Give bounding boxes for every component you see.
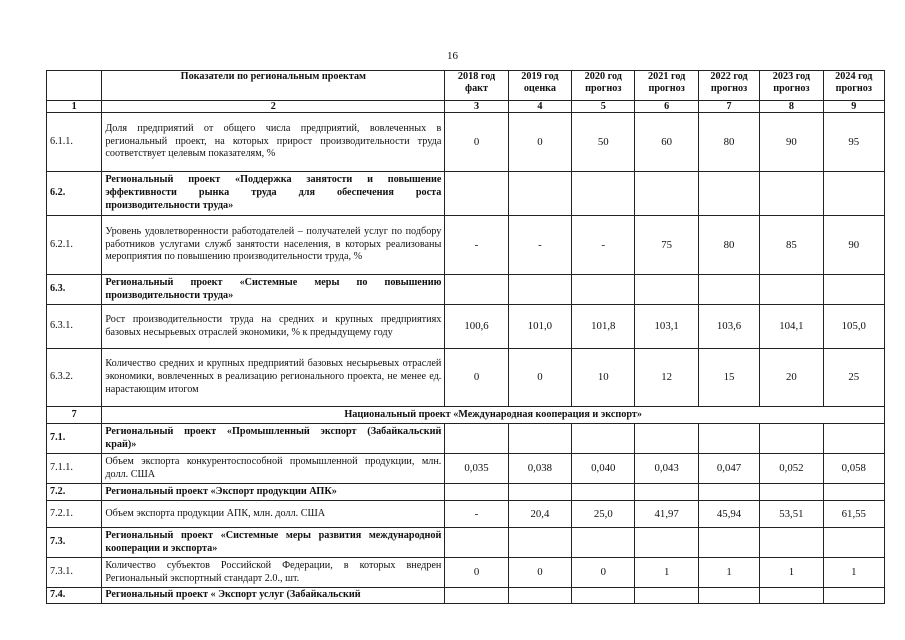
- table-row: [47, 454, 885, 484]
- value-2020: 25,0: [572, 501, 635, 528]
- value-2022: 1: [698, 558, 759, 588]
- table-row: [47, 501, 885, 528]
- table-row: [47, 216, 885, 275]
- national-project-row: [47, 407, 885, 424]
- row-code: 6.3.: [47, 275, 102, 305]
- project-title: Региональный проект «Экспорт продукции АПК»: [102, 484, 445, 501]
- table-row: [47, 349, 885, 407]
- value-2022: 103,6: [698, 305, 759, 349]
- value-2021: 41,97: [635, 501, 698, 528]
- col-number: 3: [445, 101, 508, 113]
- row-code: 6.2.: [47, 172, 102, 216]
- value-2023: 20: [760, 349, 823, 407]
- value-2021: 12: [635, 349, 698, 407]
- value-2021: 0,043: [635, 454, 698, 484]
- value-2024: 90: [823, 216, 884, 275]
- col-number: 7: [698, 101, 759, 113]
- value-2023: 53,51: [760, 501, 823, 528]
- row-code: 6.2.1.: [47, 216, 102, 275]
- col-number: 6: [635, 101, 698, 113]
- col-number: 9: [823, 101, 884, 113]
- value-2018: -: [445, 501, 508, 528]
- value-2021: 60: [635, 113, 698, 172]
- project-title: Региональный проект «Системные меры по повышению производительности труда»: [102, 275, 445, 305]
- value-2022: 15: [698, 349, 759, 407]
- value-2018: 0: [445, 113, 508, 172]
- table-row: [47, 305, 885, 349]
- project-row: [47, 275, 885, 305]
- row-code: 7.1.: [47, 424, 102, 454]
- project-row: [47, 424, 885, 454]
- header-empty-cell: [47, 71, 102, 101]
- row-code: 7.1.1.: [47, 454, 102, 484]
- value-2018: 0: [445, 349, 508, 407]
- col-number: 1: [47, 101, 102, 113]
- header-year-2019: 2019 год оценка: [508, 71, 571, 101]
- row-text: Уровень удовлетворенности работодателей – получателей услуг по подбору работников услугами служб занятости населения, в которых реализованы мероприятия по повышению производительности труда, %: [102, 216, 445, 275]
- project-row: [47, 528, 885, 558]
- value-2024: 105,0: [823, 305, 884, 349]
- value-2020: 10: [572, 349, 635, 407]
- row-text: Объем экспорта конкурентоспособной промышленной продукции, млн. долл. США: [102, 454, 445, 484]
- value-2021: 103,1: [635, 305, 698, 349]
- value-2018: -: [445, 216, 508, 275]
- col-number: 8: [760, 101, 823, 113]
- header-year-2022: 2022 год прогноз: [698, 71, 759, 101]
- value-2023: 1: [760, 558, 823, 588]
- value-2019: 0: [508, 558, 571, 588]
- row-code: 7.3.: [47, 528, 102, 558]
- value-2024: 1: [823, 558, 884, 588]
- value-2018: 0: [445, 558, 508, 588]
- row-text: Доля предприятий от общего числа предприятий, вовлеченных в региональный проект, на которых прирост производительности труда соответствует целевым показателям, %: [102, 113, 445, 172]
- value-2020: 0: [572, 558, 635, 588]
- row-text: Рост производительности труда на средних и крупных предприятиях базовых несырьевых отраслей экономики, % к предыдущему году: [102, 305, 445, 349]
- header-year-2020: 2020 год прогноз: [572, 71, 635, 101]
- project-title: Региональный проект « Экспорт услуг (Забайкальский: [102, 588, 445, 604]
- value-2023: 85: [760, 216, 823, 275]
- value-2024: 95: [823, 113, 884, 172]
- project-row: [47, 484, 885, 501]
- value-2018: 0,035: [445, 454, 508, 484]
- value-2019: 0,038: [508, 454, 571, 484]
- value-2024: 0,058: [823, 454, 884, 484]
- col-number: 4: [508, 101, 571, 113]
- row-text: Объем экспорта продукции АПК, млн. долл. США: [102, 501, 445, 528]
- project-title: Региональный проект «Системные меры развития международной кооперации и экспорта»: [102, 528, 445, 558]
- value-2023: 0,052: [760, 454, 823, 484]
- page-number: 16: [447, 50, 458, 62]
- value-2021: 1: [635, 558, 698, 588]
- row-code: 6.3.2.: [47, 349, 102, 407]
- header-row: [47, 71, 885, 101]
- project-row: [47, 172, 885, 216]
- value-2022: 80: [698, 216, 759, 275]
- value-2024: 25: [823, 349, 884, 407]
- row-text: Количество средних и крупных предприятий базовых несырьевых отраслей экономики, вовлеченных в реализацию регионального проекта, не менее ед. нарастающим итогом: [102, 349, 445, 407]
- value-2019: 0: [508, 113, 571, 172]
- row-code: 7: [47, 407, 102, 424]
- value-2022: 45,94: [698, 501, 759, 528]
- value-2020: 0,040: [572, 454, 635, 484]
- value-2024: 61,55: [823, 501, 884, 528]
- value-2020: -: [572, 216, 635, 275]
- value-2023: 90: [760, 113, 823, 172]
- header-year-2024: 2024 год прогноз: [823, 71, 884, 101]
- row-code: 7.4.: [47, 588, 102, 604]
- table-row: [47, 558, 885, 588]
- value-2019: 0: [508, 349, 571, 407]
- indicators-table: [46, 70, 885, 604]
- header-year-2021: 2021 год прогноз: [635, 71, 698, 101]
- row-code: 7.3.1.: [47, 558, 102, 588]
- value-2022: 0,047: [698, 454, 759, 484]
- header-indicators: Показатели по региональным проектам: [102, 71, 445, 101]
- value-2018: 100,6: [445, 305, 508, 349]
- header-year-2023: 2023 год прогноз: [760, 71, 823, 101]
- project-title: Региональный проект «Промышленный экспорт (Забайкальский край)»: [102, 424, 445, 454]
- row-text: Количество субъектов Российской Федерации, в которых внедрен Региональный экспортный стандарт 2.0., шт.: [102, 558, 445, 588]
- column-numbers-row: [47, 101, 885, 113]
- col-number: 2: [102, 101, 445, 113]
- value-2020: 101,8: [572, 305, 635, 349]
- value-2022: 80: [698, 113, 759, 172]
- row-code: 6.3.1.: [47, 305, 102, 349]
- row-code: 7.2.1.: [47, 501, 102, 528]
- table-row: [47, 113, 885, 172]
- project-row: [47, 588, 885, 604]
- project-title: Региональный проект «Поддержка занятости и повышение эффективности рынка труда для обеспечения роста производительности труда»: [102, 172, 445, 216]
- header-year-2018: 2018 год факт: [445, 71, 508, 101]
- col-number: 5: [572, 101, 635, 113]
- value-2020: 50: [572, 113, 635, 172]
- value-2019: -: [508, 216, 571, 275]
- national-project-title: Национальный проект «Международная кооперация и экспорт»: [102, 407, 885, 424]
- row-code: 7.2.: [47, 484, 102, 501]
- value-2021: 75: [635, 216, 698, 275]
- value-2019: 101,0: [508, 305, 571, 349]
- row-code: 6.1.1.: [47, 113, 102, 172]
- value-2019: 20,4: [508, 501, 571, 528]
- value-2023: 104,1: [760, 305, 823, 349]
